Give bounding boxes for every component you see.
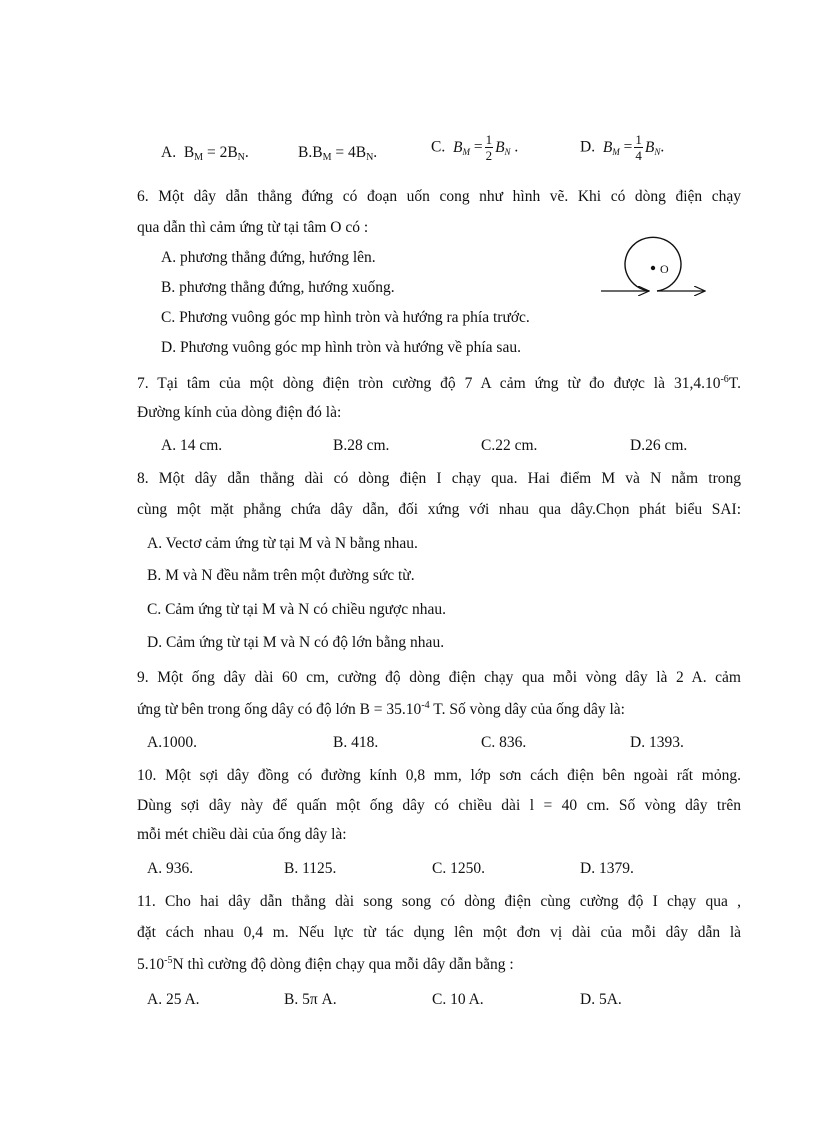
q5-d-fraction: $\frac{1}{4}$ (635, 132, 642, 163)
q10-stem-line1: 10. Một sợi dây đồng có đường kính 0,8 mm, lớp sơn cách điện bên ngoài rất mỏng. (137, 767, 741, 784)
q8-option-d: D. Cảm ứng từ tại M và N có độ lớn bằng nhau. (147, 634, 445, 651)
q11-option-d: D. 5A. (580, 991, 622, 1008)
q8-stem-line1: 8. Một dây dẫn thẳng dài có dòng điện I chạy qua. Hai điểm M và N nằm trong (137, 470, 741, 487)
center-point-o (651, 266, 655, 270)
q7-option-b: B.28 cm. (333, 437, 390, 454)
q11-stem-line1: 11. Cho hai dây dẫn thẳng dài song song có dòng điện cùng cường độ I chạy qua , (137, 893, 741, 910)
q7-stem-line1: 7. Tại tâm của một dòng điện tròn cường độ 7 A cảm ứng từ đo được là $31,4.10^{-6}T$. (137, 374, 741, 392)
q5-option-d: D. $B_M$ = $\frac{1}{4}$ $B_N$. (580, 132, 665, 163)
q5-option-b: $B.B_M = 4B_N$. (298, 144, 378, 163)
q11-stem-line3: $5.10^{-5}N$ thì cường độ dòng điện chạy qua mỗi dây dẫn bằng : (137, 955, 514, 973)
q11-option-a: A. 25 A. (147, 991, 200, 1008)
q10-option-d: D. 1379. (580, 860, 634, 877)
q6-stem-line2: qua dẫn thì cảm ứng từ tại tâm O có : (137, 219, 369, 236)
q9-option-c: C. 836. (481, 734, 527, 751)
q9-option-a: A.1000. (147, 734, 197, 751)
q11-stem-line2: đặt cách nhau 0,4 m. Nếu lực từ tác dụng lên một đơn vị dài của mỗi dây dẫn là (137, 924, 741, 941)
q7-option-c: C.22 cm. (481, 437, 538, 454)
q10-option-b: B. 1125. (284, 860, 337, 877)
q7-option-a: A. 14 cm. (161, 437, 223, 454)
q6-stem-line1: 6. Một dây dẫn thẳng đứng có đoạn uốn cong như hình vẽ. Khi có dòng điện chạy (137, 188, 741, 205)
q5-option-c: C. $B_M$ = $\frac{1}{2}$ $B_N$ . (431, 132, 519, 163)
q7-stem-line2: Đường kính của dòng điện đó là: (137, 404, 342, 421)
q10-stem-line2: Dùng sợi dây này để quấn một ống dây có chiều dài l = 40 cm. Số vòng dây trên (137, 797, 741, 814)
center-label-o: O (660, 262, 669, 276)
q5-option-a: A. $B_M = 2B_N$. (161, 144, 249, 163)
q8-stem-line2: cùng một mặt phẳng chứa dây dẫn, đối xứng với nhau qua dây.Chọn phát biểu SAI: (137, 501, 741, 518)
q9-stem-line1: 9. Một ống dây dài 60 cm, cường độ dòng điện chạy qua mỗi vòng dây là 2 A. cảm (137, 669, 741, 686)
q6-wire-loop-figure (597, 236, 717, 306)
q8-option-c: C. Cảm ứng từ tại M và N có chiều ngược nhau. (147, 601, 446, 618)
q10-stem-line3: mỗi mét chiều dài của ống dây là: (137, 826, 347, 843)
q6-option-c: C. Phương vuông góc mp hình tròn và hướng ra phía trước. (161, 309, 530, 326)
q8-option-a: A. Vectơ cảm ứng từ tại M và N bằng nhau. (147, 535, 418, 552)
q10-option-c: C. 1250. (432, 860, 485, 877)
q6-option-d: D. Phương vuông góc mp hình tròn và hướng về phía sau. (161, 339, 521, 356)
q11-option-b: B. 5π A. (284, 991, 337, 1008)
q7-option-d: D.26 cm. (630, 437, 688, 454)
q9-stem-line2: ứng từ bên trong ống dây có độ lớn $B = 35.10^{-4}$ T. Số vòng dây của ống dây là: (137, 700, 625, 718)
q9-option-d: D. 1393. (630, 734, 684, 751)
q9-option-b: B. 418. (333, 734, 379, 751)
wire-loop (625, 237, 681, 291)
q5-c-fraction: $\frac{1}{2}$ (485, 132, 493, 163)
q11-option-c: C. 10 A. (432, 991, 484, 1008)
q6-option-a: A. phương thẳng đứng, hướng lên. (161, 249, 376, 266)
q10-option-a: A. 936. (147, 860, 194, 877)
q8-option-b: B. M và N đều nằm trên một đường sức từ. (147, 567, 415, 584)
q6-option-b: B. phương thẳng đứng, hướng xuống. (161, 279, 395, 296)
